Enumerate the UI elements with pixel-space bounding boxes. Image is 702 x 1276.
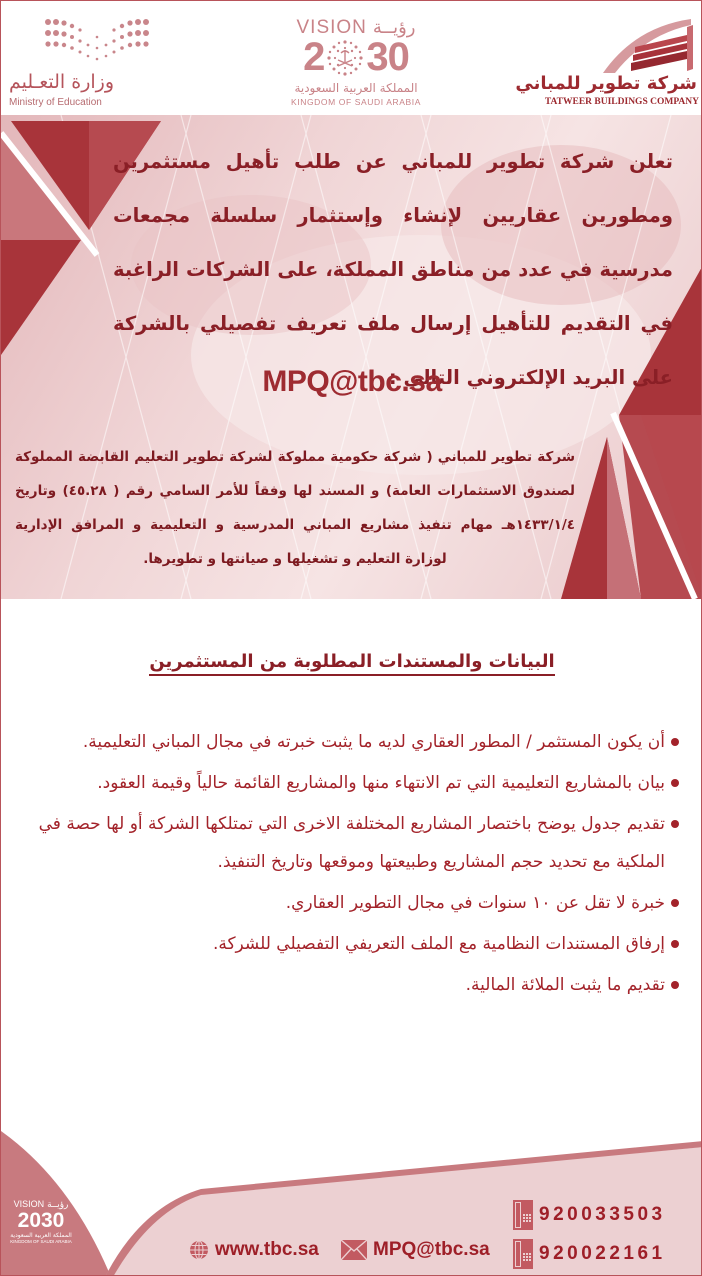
envelope-icon xyxy=(341,1240,367,1260)
bullet-icon xyxy=(671,981,679,989)
announcement-banner xyxy=(1,115,702,599)
requirements-list xyxy=(9,723,679,1007)
requirement-item: تقديم جدول يوضح باختصار المشاريع المختلفة الاخرى التي تمتلكها الشركة أو لها حصة في الملكية مع تحديد حجم المشاريع وطبيعتها وموقعها وتاريخ التنفيذ. xyxy=(9,805,679,881)
requirement-item: تقديم ما يثبت الملائة المالية. xyxy=(9,966,679,1004)
vision-label-english: VISION xyxy=(296,17,367,38)
ministry-name-arabic: وزارة التعـليم xyxy=(9,71,115,93)
application-email[interactable]: MPQ@tbc.sa xyxy=(262,365,442,398)
vision-year-right: 30 xyxy=(366,35,409,79)
company-about-text: شركة تطوير للمباني ( شركة حكومية مملوكة لشركة تطوير التعليم القابضة المملوكة لصندوق الاستثمارات العامة) و المسند لها وفقاً للأمر السامي رقم ( ٤٥.٢٨) وتاريخ ١٤٣٣/١/٤هـ مهام تنفيذ مشاريع المباني المدرسية و التعليمية و المرافق الإدارية لوزارة التعليم و تشغيلها و صيانتها و تطويرها. xyxy=(15,449,575,567)
requirements-heading: البيانات والمستندات المطلوبة من المستثمرين xyxy=(1,651,702,672)
bullet-icon xyxy=(671,899,679,907)
requirement-item: خبرة لا تقل عن ١٠ سنوات في مجال التطوير العقاري. xyxy=(9,884,679,922)
telephone-icon xyxy=(513,1200,533,1230)
email-link[interactable]: MPQ@tbc.sa xyxy=(341,1239,490,1261)
bullet-icon xyxy=(671,779,679,787)
tatweer-buildings-logo xyxy=(515,13,699,113)
website-link[interactable]: www.tbc.sa xyxy=(189,1239,319,1261)
announcement-intro-text: تعلن شركة تطوير للمباني عن طلب تأهيل مستثمرين ومطورين عقاريين لإنشاء وإستثمار سلسلة مجمعات مدرسية في عدد من مناطق المملكة، على الشركات الراغبة في التقديم للتأهيل إرسال ملف تعريف تفصيلي بالشركة على البريد الإلكتروني التالي : xyxy=(113,150,673,389)
phone-number-2[interactable]: 920022161 xyxy=(513,1239,666,1269)
vision-label-arabic: رؤيــة xyxy=(372,17,416,38)
requirement-item: إرفاق المستندات النظامية مع الملف التعريفي التفصيلي للشركة. xyxy=(9,925,679,963)
footer-vision-2030-logo: VISION رؤيــة 2030 المملكة العربية السعودية KINGDOM OF SAUDI ARABIA xyxy=(10,1199,72,1244)
building-curve-icon xyxy=(595,17,695,75)
kingdom-name-arabic: المملكة العربية السعودية xyxy=(294,81,418,95)
header xyxy=(1,1,702,115)
requirement-item: أن يكون المستثمر / المطور العقاري لديه ما يثبت خبرته في مجال المباني التعليمية. xyxy=(9,723,679,761)
palm-swords-emblem-icon xyxy=(325,38,365,78)
phone-number-1[interactable]: 920033503 xyxy=(513,1200,666,1230)
bullet-icon xyxy=(671,940,679,948)
telephone-icon xyxy=(513,1239,533,1269)
requirement-item: بيان بالمشاريع التعليمية التي تم الانتهاء منها والمشاريع القائمة حالياً وقيمة العقود. xyxy=(9,764,679,802)
vision-year-left: 2 xyxy=(303,35,325,79)
kingdom-name-english: KINGDOM OF SAUDI ARABIA xyxy=(291,97,421,107)
bullet-icon xyxy=(671,738,679,746)
ministry-of-education-logo xyxy=(7,13,157,113)
ministry-name-english: Ministry of Education xyxy=(9,97,102,108)
company-name-arabic: شركة تطوير للمباني xyxy=(515,73,697,94)
company-name-english: TATWEER BUILDINGS COMPANY xyxy=(544,97,699,107)
globe-icon xyxy=(189,1240,209,1260)
bullet-icon xyxy=(671,820,679,828)
ministry-dots-icon xyxy=(42,17,152,65)
vision-2030-logo xyxy=(271,13,441,113)
